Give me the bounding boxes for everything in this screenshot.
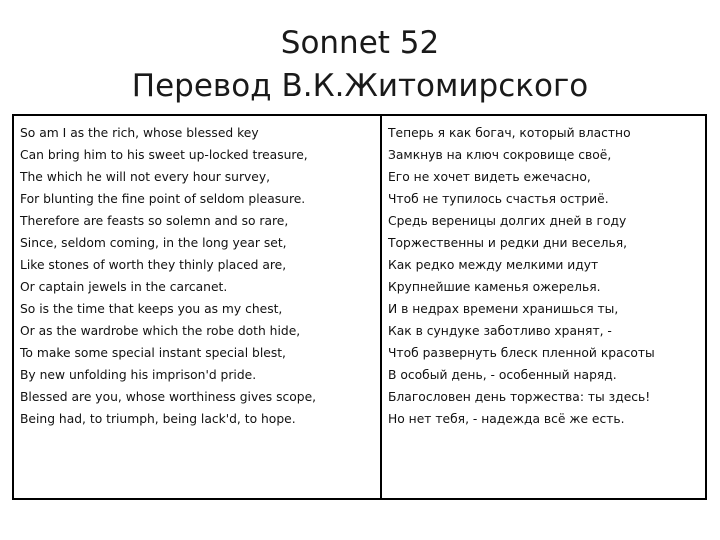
original-line: For blunting the fine point of seldom pleasure. <box>20 192 306 206</box>
translation-line: Но нет тебя, - надежда всё же есть. <box>388 412 625 426</box>
original-line: To make some special instant special blest, <box>20 346 286 360</box>
original-line: Or captain jewels in the carcanet. <box>20 280 228 294</box>
original-line: So is the time that keeps you as my chest, <box>20 302 283 316</box>
slide-title <box>0 22 720 108</box>
translation-line: Благословен день торжества: ты здесь! <box>388 390 651 404</box>
translation-line: Средь вереницы долгих дней в году <box>388 214 627 228</box>
title-line-sonnet: Sonnet 52 <box>280 25 440 61</box>
translation-line: Торжественны и редки дни веселья, <box>388 236 628 250</box>
original-line: By new unfolding his imprison'd pride. <box>20 368 257 382</box>
translation-line: Крупнейшие каменья ожерелья. <box>388 280 601 294</box>
translation-line: Чтоб развернуть блеск пленной красоты <box>388 346 655 360</box>
translation-line: Как в сундуке заботливо хранят, - <box>388 324 612 338</box>
original-line: The which he will not every hour survey, <box>20 170 271 184</box>
translation-line: Чтоб не тупилось счастья остриё. <box>388 192 609 206</box>
original-line: Therefore are feasts so solemn and so rare, <box>20 214 289 228</box>
original-line: Since, seldom coming, in the long year set, <box>20 236 287 250</box>
poem-table <box>12 114 707 500</box>
title-line-translator: Перевод В.К.Житомирского <box>131 68 589 104</box>
translation-line: И в недрах времени хранишься ты, <box>388 302 619 316</box>
original-line: Like stones of worth they thinly placed are, <box>20 258 287 272</box>
original-line: Blessed are you, whose worthiness gives scope, <box>20 390 317 404</box>
translation-line: В особый день, - особенный наряд. <box>388 368 617 382</box>
original-english-column <box>14 116 382 498</box>
translation-line: Замкнув на ключ сокровище своё, <box>388 148 612 162</box>
translation-line: Его не хочет видеть ежечасно, <box>388 170 591 184</box>
original-line: Or as the wardrobe which the robe doth hide, <box>20 324 301 338</box>
translation-line: Теперь я как богач, который властно <box>388 126 631 140</box>
original-line: So am I as the rich, whose blessed key <box>20 126 259 140</box>
original-line: Can bring him to his sweet up-locked treasure, <box>20 148 308 162</box>
original-line: Being had, to triumph, being lack'd, to hope. <box>20 412 296 426</box>
russian-translation-column <box>382 116 705 498</box>
translation-line: Как редко между мелкими идут <box>388 258 599 272</box>
